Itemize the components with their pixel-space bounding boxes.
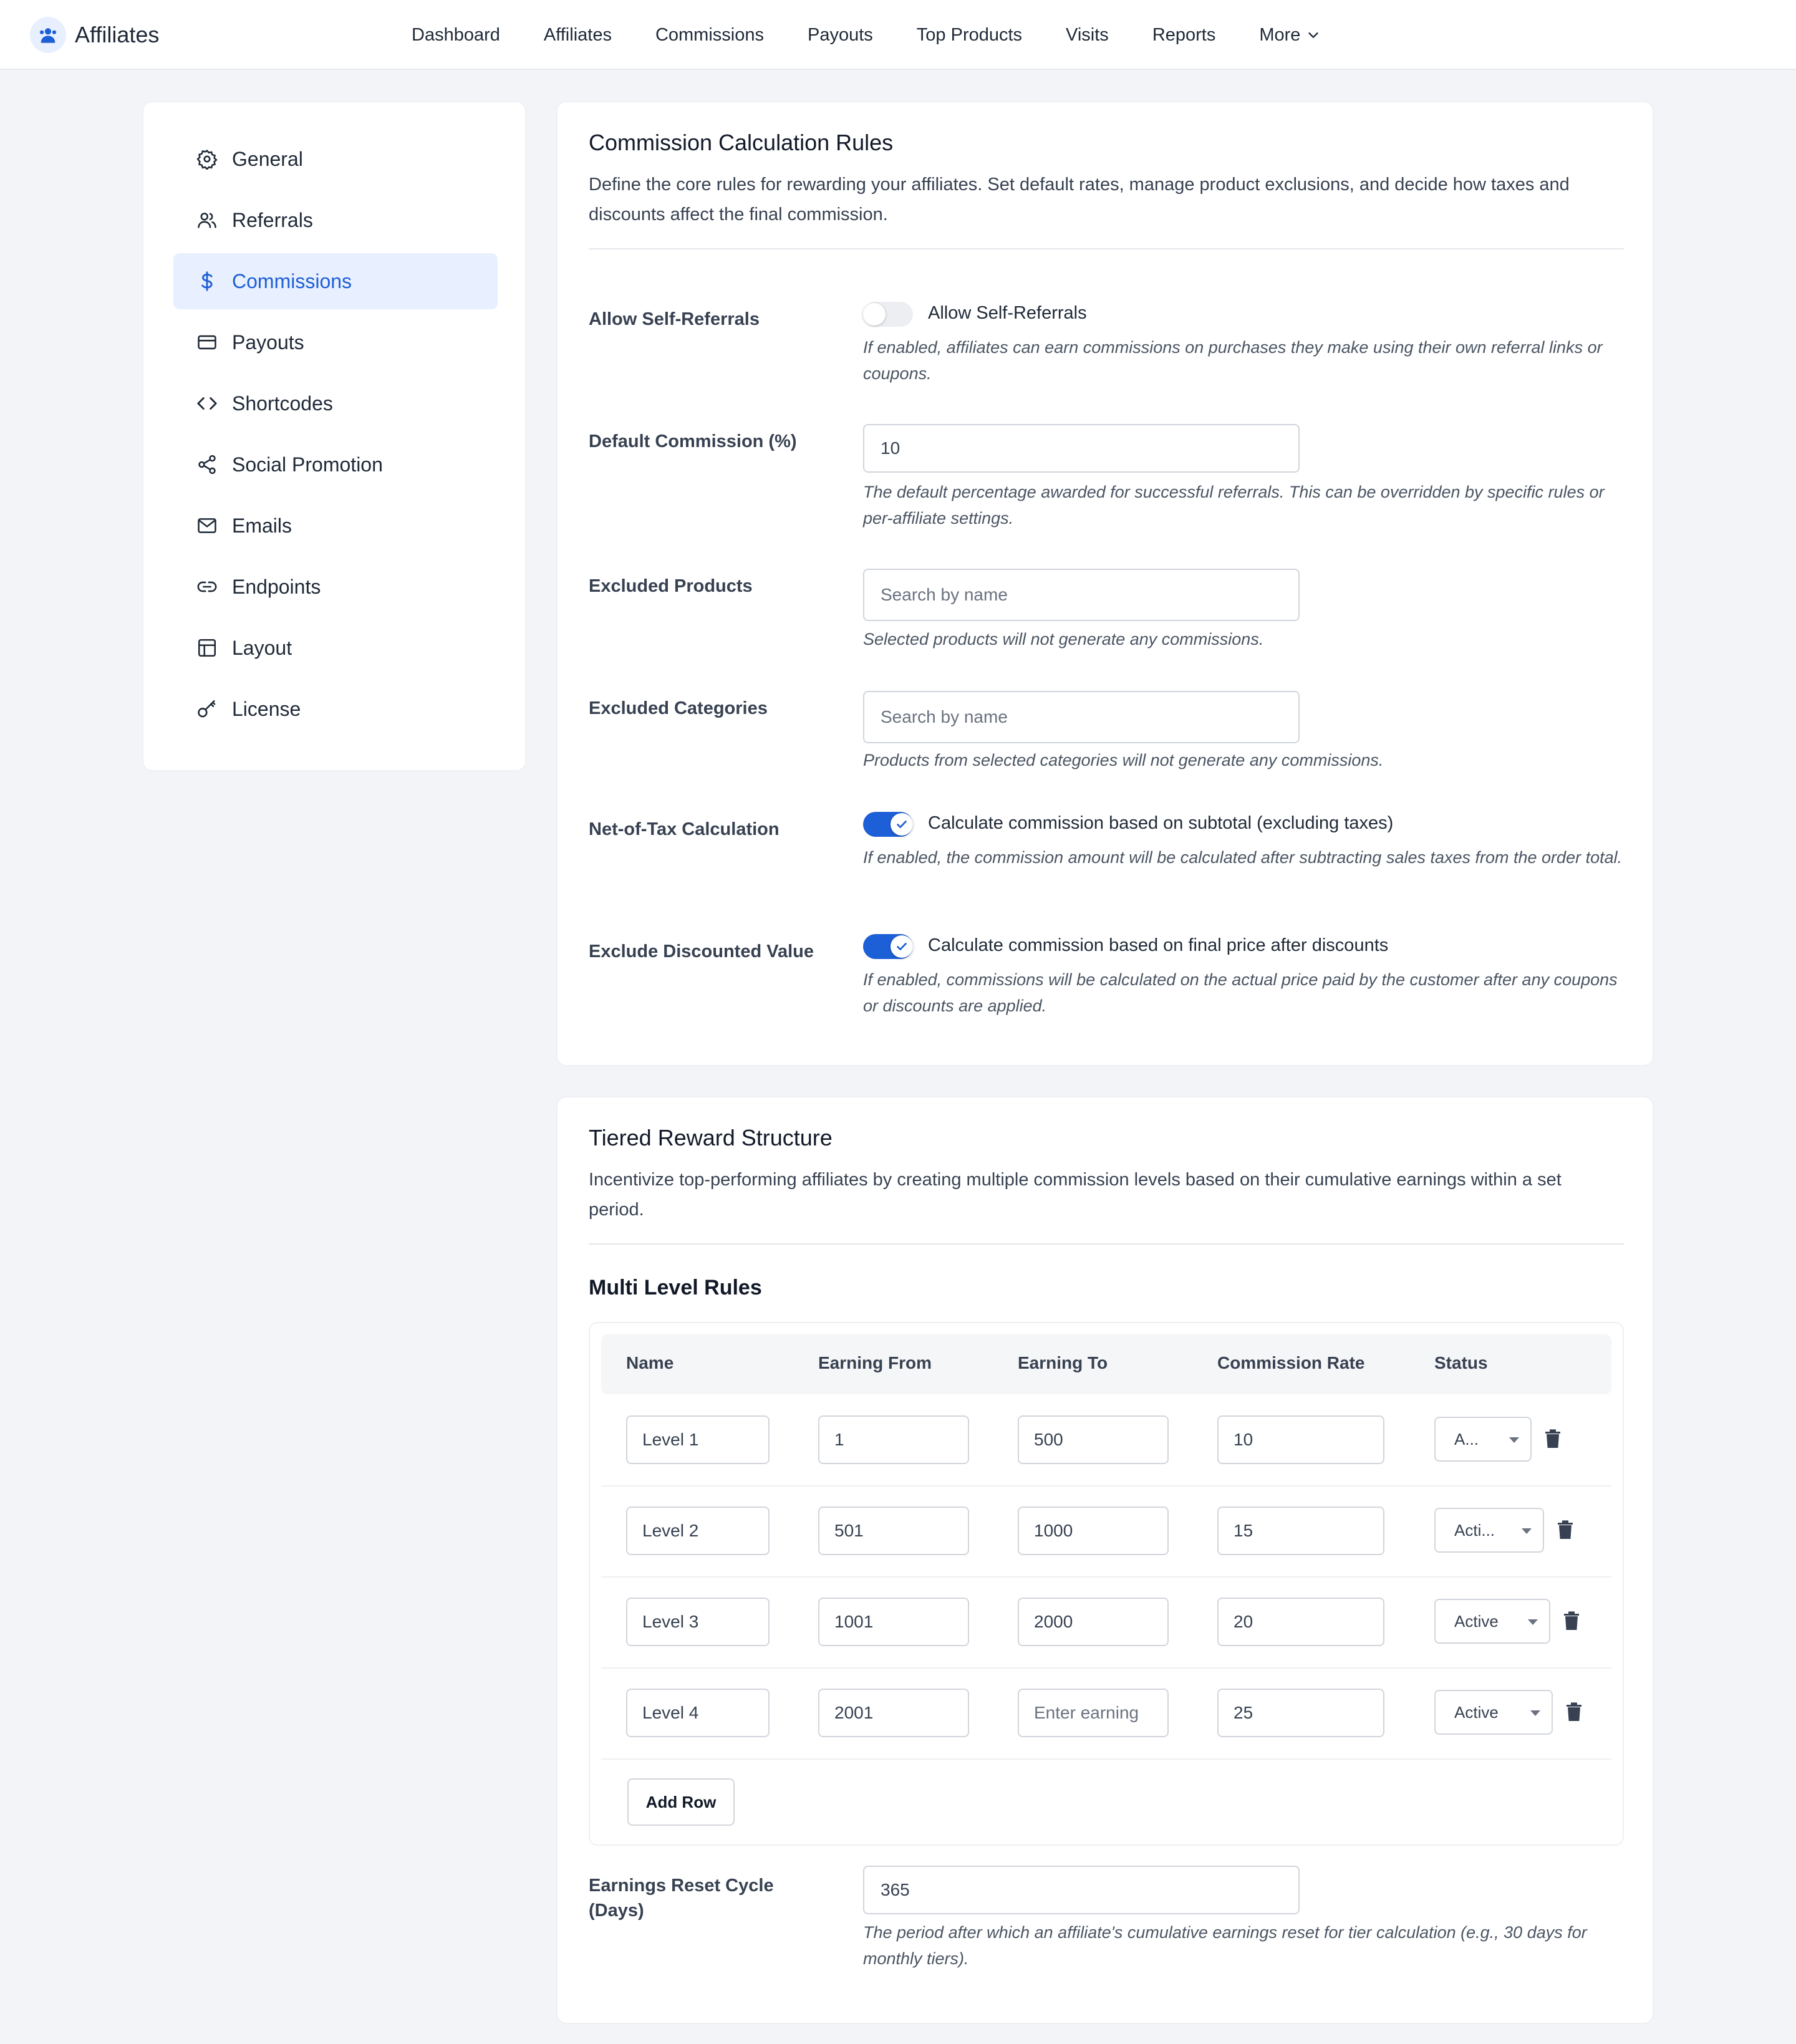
sidebar-item-social-promotion[interactable] <box>173 436 498 493</box>
status-value: Active <box>1454 1611 1499 1631</box>
toggle-knob <box>891 813 913 836</box>
excluded-categories-label: Excluded Categories <box>589 698 768 718</box>
settings-sidebar <box>142 101 526 771</box>
tier-name-input[interactable] <box>626 1506 770 1555</box>
status-value: Active <box>1454 1702 1499 1722</box>
nav-reports[interactable]: Reports <box>1152 24 1216 45</box>
earning-from-input[interactable] <box>818 1689 969 1737</box>
self-referrals-toggle[interactable] <box>863 302 913 327</box>
reset-cycle-input[interactable] <box>863 1866 1300 1914</box>
excluded-products-help: Selected products will not generate any commissions. <box>863 630 1264 648</box>
earning-to-input[interactable] <box>1018 1415 1169 1464</box>
tier-name-input[interactable] <box>626 1415 770 1464</box>
default-commission-label: Default Commission (%) <box>589 431 797 451</box>
sidebar-item-commissions[interactable] <box>173 253 498 309</box>
net-of-tax-toggle-label: Calculate commission based on subtotal (excluding taxes) <box>928 813 1394 833</box>
tier-name-input[interactable] <box>626 1689 770 1737</box>
card-description: Define the core rules for rewarding your affiliates. Set default rates, manage product exclusions, and decide how taxes and discounts affect the final commission. <box>589 175 1570 224</box>
earning-from-input[interactable] <box>818 1598 969 1646</box>
self-referrals-help: If enabled, affiliates can earn commissions on purchases they make using their own referral links or coupons. <box>863 338 1603 383</box>
net-of-tax-help: If enabled, the commission amount will be calculated after subtracting sales taxes from the order total. <box>863 848 1623 867</box>
trash-icon[interactable] <box>1557 1518 1574 1540</box>
dollar-icon <box>195 269 220 294</box>
row-divider <box>601 1485 1611 1487</box>
earning-to-input[interactable] <box>1018 1689 1169 1737</box>
sidebar-item-general[interactable] <box>173 131 498 187</box>
default-commission-help: The default percentage awarded for successful referrals. This can be overridden by specific rules or per-affiliate settings. <box>863 483 1605 528</box>
commission-rate-input[interactable] <box>1217 1689 1384 1737</box>
row-divider <box>601 1758 1611 1760</box>
sidebar-item-label: Social Promotion <box>232 453 383 476</box>
column-header-name: Name <box>626 1353 674 1372</box>
sidebar-item-endpoints[interactable] <box>173 559 498 615</box>
status-select[interactable] <box>1434 1690 1553 1735</box>
envelope-icon <box>195 513 220 538</box>
commission-rate-input[interactable] <box>1217 1506 1384 1555</box>
self-referrals-label: Allow Self-Referrals <box>589 309 760 329</box>
add-row-button[interactable]: Add Row <box>627 1778 735 1826</box>
commission-rules-card <box>556 101 1654 1066</box>
caret-down-icon <box>1509 1437 1519 1443</box>
caret-down-icon <box>1530 1710 1540 1716</box>
main-nav <box>412 17 1364 52</box>
nav-top-products[interactable]: Top Products <box>916 24 1023 45</box>
credit-card-icon <box>195 330 220 355</box>
exclude-discounted-label: Exclude Discounted Value <box>589 942 814 962</box>
card-description: Incentivize top-performing affiliates by creating multiple commission levels based on their cumulative earnings within a set period. <box>589 1170 1562 1220</box>
self-referrals-toggle-label: Allow Self-Referrals <box>928 303 1087 323</box>
tiered-reward-card <box>556 1096 1654 2024</box>
sidebar-item-layout[interactable] <box>173 620 498 676</box>
column-header-commission-rate: Commission Rate <box>1217 1353 1365 1372</box>
net-of-tax-label: Net-of-Tax Calculation <box>589 819 780 839</box>
nav-visits[interactable]: Visits <box>1066 24 1109 45</box>
sidebar-item-shortcodes[interactable] <box>173 375 498 431</box>
nav-payouts[interactable]: Payouts <box>807 24 873 45</box>
reset-cycle-help: The period after which an affiliate's cumulative earnings reset for tier calculation (e.g., 30 days for monthly tiers). <box>863 1923 1587 1968</box>
excluded-products-search-input[interactable] <box>863 569 1300 621</box>
sidebar-item-label: Payouts <box>232 330 304 354</box>
caret-down-icon <box>1522 1528 1532 1534</box>
key-icon <box>195 697 220 721</box>
trash-icon[interactable] <box>1544 1427 1562 1449</box>
nav-dashboard[interactable]: Dashboard <box>412 24 500 45</box>
excluded-products-label: Excluded Products <box>589 576 753 596</box>
row-divider <box>601 1667 1611 1669</box>
sidebar-item-referrals[interactable] <box>173 192 498 248</box>
exclude-discounted-toggle-label: Calculate commission based on final price after discounts <box>928 935 1389 955</box>
net-of-tax-toggle[interactable] <box>863 812 913 837</box>
nav-affiliates[interactable]: Affiliates <box>543 24 612 45</box>
sidebar-item-label: Layout <box>232 636 292 659</box>
commission-rate-input[interactable] <box>1217 1415 1384 1464</box>
sidebar-item-label: Commissions <box>232 269 352 292</box>
toggle-knob <box>891 935 913 958</box>
sidebar-item-label: Shortcodes <box>232 392 333 415</box>
checkmark-icon <box>895 817 909 831</box>
status-select[interactable] <box>1434 1599 1550 1644</box>
status-select[interactable] <box>1434 1508 1544 1553</box>
sidebar-item-emails[interactable] <box>173 498 498 554</box>
checkmark-icon <box>895 940 909 953</box>
top-navbar <box>0 0 1796 70</box>
tier-name-input[interactable] <box>626 1598 770 1646</box>
gear-icon <box>195 147 220 171</box>
card-title: Commission Calculation Rules <box>589 130 894 155</box>
excluded-categories-help: Products from selected categories will not generate any commissions. <box>863 751 1384 769</box>
nav-more[interactable] <box>1259 25 1320 46</box>
earning-to-input[interactable] <box>1018 1598 1169 1646</box>
commission-rate-input[interactable] <box>1217 1598 1384 1646</box>
nav-commissions[interactable]: Commissions <box>655 24 764 45</box>
affiliates-logo-icon <box>30 17 66 53</box>
code-icon <box>195 391 220 416</box>
toggle-knob <box>863 303 886 325</box>
trash-icon[interactable] <box>1563 1609 1580 1631</box>
divider <box>589 1243 1624 1245</box>
share-icon <box>195 452 220 477</box>
exclude-discounted-toggle[interactable] <box>863 934 913 959</box>
sidebar-item-label: Emails <box>232 514 292 537</box>
table-header <box>601 1334 1611 1394</box>
row-divider <box>601 1576 1611 1578</box>
divider <box>589 248 1624 249</box>
sidebar-item-payouts[interactable] <box>173 314 498 370</box>
excluded-categories-search-input[interactable] <box>863 691 1300 743</box>
sidebar-item-label: License <box>232 697 301 720</box>
link-icon <box>195 574 220 599</box>
card-title: Tiered Reward Structure <box>589 1125 833 1150</box>
sidebar-item-label: Endpoints <box>232 575 321 598</box>
multi-level-rules-heading: Multi Level Rules <box>589 1276 762 1299</box>
column-header-earning-to: Earning To <box>1018 1353 1108 1372</box>
users-icon <box>195 208 220 233</box>
status-select[interactable] <box>1434 1417 1532 1462</box>
status-value: Acti... <box>1454 1520 1495 1540</box>
status-value: A... <box>1454 1429 1479 1449</box>
caret-down-icon <box>1528 1619 1538 1625</box>
column-header-status: Status <box>1434 1353 1488 1372</box>
default-commission-input[interactable] <box>863 424 1300 473</box>
chevron-down-icon <box>1306 28 1320 42</box>
app-title: Affiliates <box>75 22 160 47</box>
sidebar-item-label: General <box>232 147 303 170</box>
earning-from-input[interactable] <box>818 1415 969 1464</box>
earning-to-input[interactable] <box>1018 1506 1169 1555</box>
trash-icon[interactable] <box>1565 1700 1583 1722</box>
multi-level-rules-table <box>589 1322 1624 1846</box>
nav-more-label: More <box>1259 24 1301 45</box>
sidebar-item-label: Referrals <box>232 208 313 231</box>
sidebar-item-license[interactable] <box>173 681 498 737</box>
earning-from-input[interactable] <box>818 1506 969 1555</box>
brand[interactable] <box>30 16 159 54</box>
reset-cycle-label: Earnings Reset Cycle (Days) <box>589 1876 774 1921</box>
layout-icon <box>195 635 220 660</box>
column-header-earning-from: Earning From <box>818 1353 932 1372</box>
exclude-discounted-help: If enabled, commissions will be calculated on the actual price paid by the customer after any coupons or discounts are applied. <box>863 970 1618 1015</box>
